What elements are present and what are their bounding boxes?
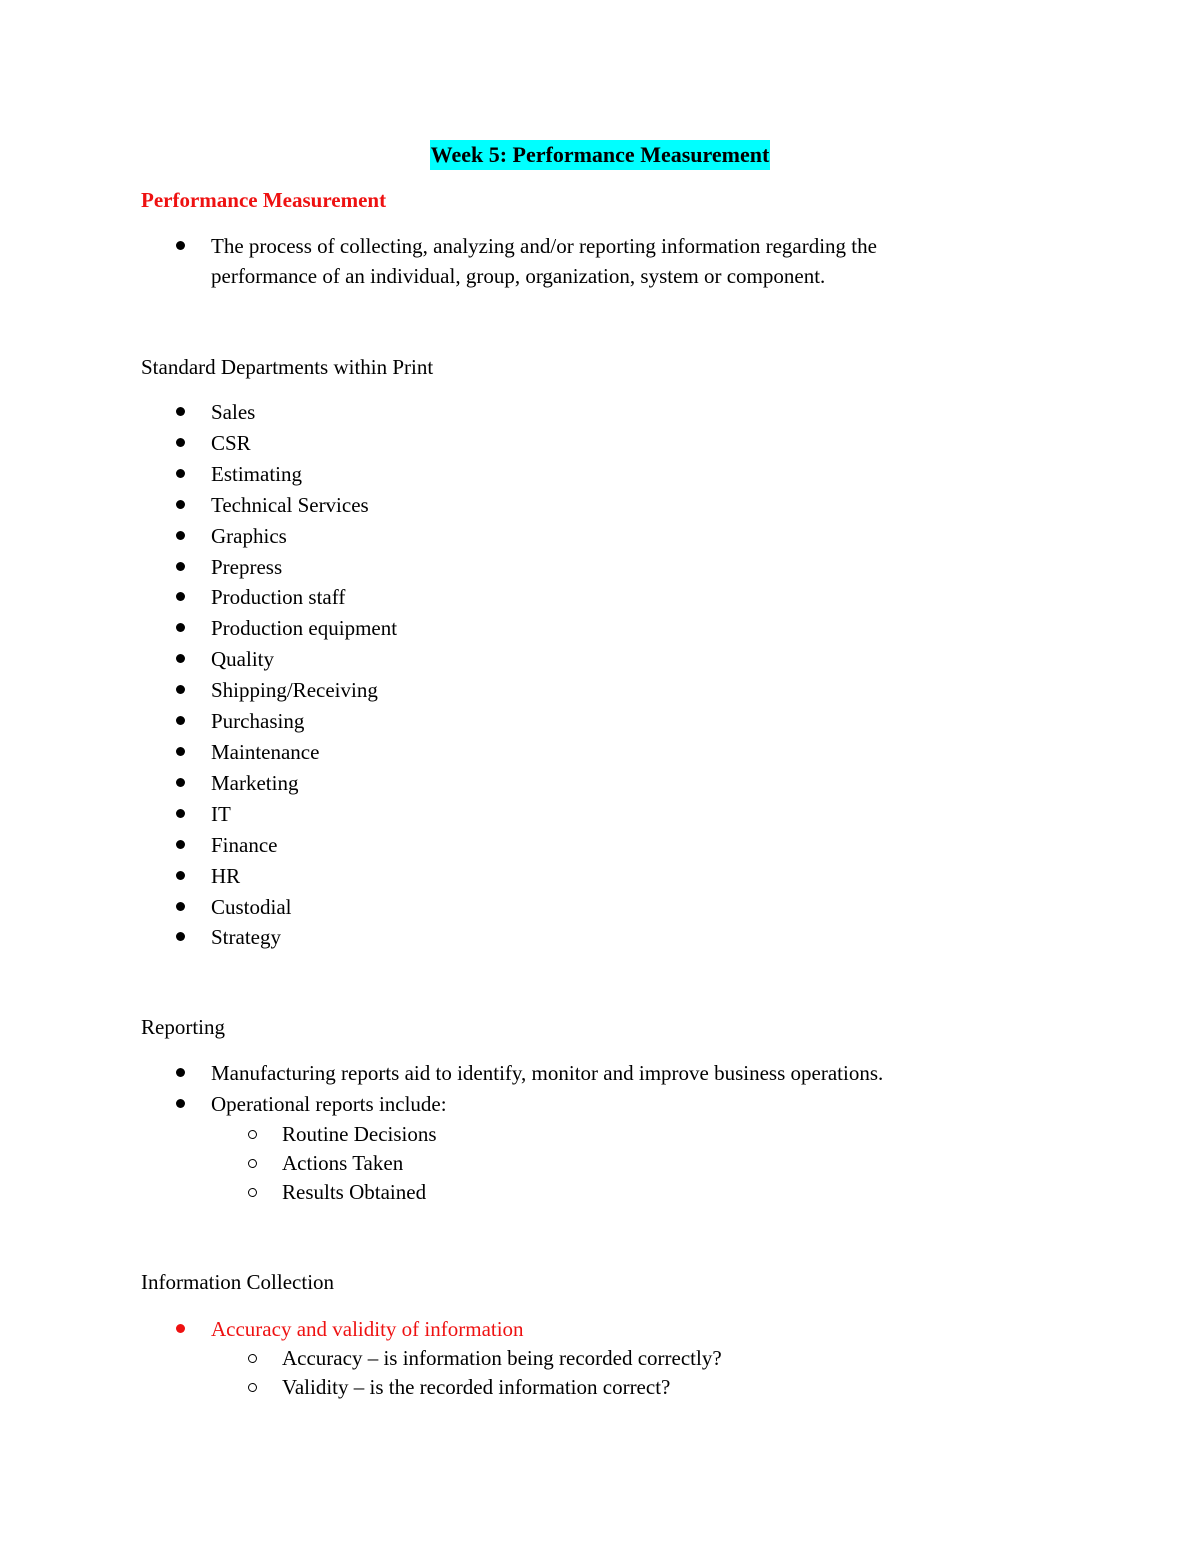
list-item	[0, 1089, 883, 1120]
sublist-item	[0, 1120, 437, 1149]
bullet-icon	[176, 932, 185, 941]
section-heading-departments: Standard Departments within Print	[141, 355, 434, 379]
sublist-item	[0, 1178, 437, 1207]
list-item	[0, 768, 397, 799]
list-item-text: Operational reports include:	[211, 1091, 447, 1116]
bullet-icon	[176, 840, 185, 849]
hollow-bullet-icon	[248, 1354, 257, 1363]
collection-sublist	[0, 1344, 722, 1402]
list-item-text: HR	[211, 863, 241, 888]
list-item	[0, 397, 397, 428]
document-title: Week 5: Performance Measurement	[430, 140, 771, 170]
departments-list	[0, 397, 397, 953]
list-item-text: Purchasing	[211, 709, 305, 734]
list-item-text: Quality	[211, 647, 274, 672]
bullet-icon	[176, 469, 185, 478]
list-item-text: The process of collecting, analyzing and/or reporting information regarding the performance of an individual, group, organization, system or component.	[211, 234, 877, 288]
list-item	[0, 231, 981, 291]
list-item	[0, 799, 397, 830]
bullet-icon	[176, 531, 185, 540]
list-item	[0, 922, 397, 953]
list-item-text: Production equipment	[211, 616, 398, 641]
list-item-text: CSR	[211, 430, 251, 455]
list-item	[0, 675, 397, 706]
bullet-icon	[176, 1324, 185, 1333]
list-item	[0, 830, 397, 861]
bullet-icon	[176, 685, 185, 694]
list-item	[0, 892, 397, 923]
list-item	[0, 459, 397, 490]
list-item-text: Graphics	[211, 523, 287, 548]
section-heading-collection: Information Collection	[141, 1270, 335, 1294]
list-item-text: Custodial	[211, 894, 292, 919]
list-item	[0, 428, 397, 459]
hollow-bullet-icon	[248, 1383, 257, 1392]
list-item-text: Accuracy and validity of information	[211, 1317, 524, 1341]
bullet-icon	[176, 902, 185, 911]
sublist-item-text: Results Obtained	[282, 1180, 427, 1204]
bullet-icon	[176, 623, 185, 632]
bullet-icon	[176, 438, 185, 447]
bullet-icon	[176, 716, 185, 725]
list-item-text: Sales	[211, 400, 256, 424]
list-item-text: IT	[211, 801, 231, 826]
sublist-item-text: Validity – is the recorded information correct?	[282, 1375, 671, 1399]
sublist-item	[0, 1344, 722, 1373]
hollow-bullet-icon	[248, 1130, 257, 1139]
section-heading-performance: Performance Measurement	[141, 188, 387, 212]
list-item-text: Estimating	[211, 461, 302, 486]
bullet-icon	[176, 500, 185, 509]
list-item	[0, 1314, 524, 1345]
sublist-item	[0, 1373, 722, 1402]
bullet-icon	[176, 562, 185, 571]
bullet-icon	[176, 1099, 185, 1108]
collection-list	[0, 1314, 524, 1345]
list-item-text: Production staff	[211, 585, 346, 610]
list-item	[0, 737, 397, 768]
list-item	[0, 552, 397, 583]
list-item	[0, 521, 397, 552]
sublist-item-text: Accuracy – is information being recorded correctly?	[282, 1346, 722, 1370]
list-item	[0, 644, 397, 675]
performance-list	[0, 231, 981, 291]
list-item	[0, 706, 397, 737]
list-item-text: Manufacturing reports aid to identify, monitor and improve business operations.	[211, 1061, 884, 1085]
hollow-bullet-icon	[248, 1188, 257, 1197]
bullet-icon	[176, 778, 185, 787]
bullet-icon	[176, 654, 185, 663]
bullet-icon	[176, 1068, 185, 1077]
list-item-text: Shipping/Receiving	[211, 678, 378, 703]
bullet-icon	[176, 407, 185, 416]
bullet-icon	[176, 241, 185, 250]
list-item-text: Prepress	[211, 554, 283, 579]
sublist-item	[0, 1149, 437, 1178]
list-item	[0, 490, 397, 521]
list-item-text: Maintenance	[211, 739, 320, 764]
bullet-icon	[176, 592, 185, 601]
list-item-text: Technical Services	[211, 492, 369, 517]
list-item-text: Strategy	[211, 925, 281, 950]
sublist-item-text: Actions Taken	[282, 1151, 404, 1175]
bullet-icon	[176, 747, 185, 756]
bullet-icon	[176, 871, 185, 880]
section-heading-reporting: Reporting	[141, 1015, 225, 1039]
sublist-item-text: Routine Decisions	[282, 1122, 437, 1146]
reporting-sublist	[0, 1120, 437, 1207]
bullet-icon	[176, 809, 185, 818]
list-item-text: Finance	[211, 832, 278, 857]
title-container	[0, 140, 1200, 170]
list-item-text: Marketing	[211, 770, 299, 795]
list-item	[0, 582, 397, 613]
list-item	[0, 613, 397, 644]
hollow-bullet-icon	[248, 1159, 257, 1168]
reporting-list	[0, 1058, 883, 1120]
list-item	[0, 861, 397, 892]
list-item	[0, 1058, 883, 1089]
